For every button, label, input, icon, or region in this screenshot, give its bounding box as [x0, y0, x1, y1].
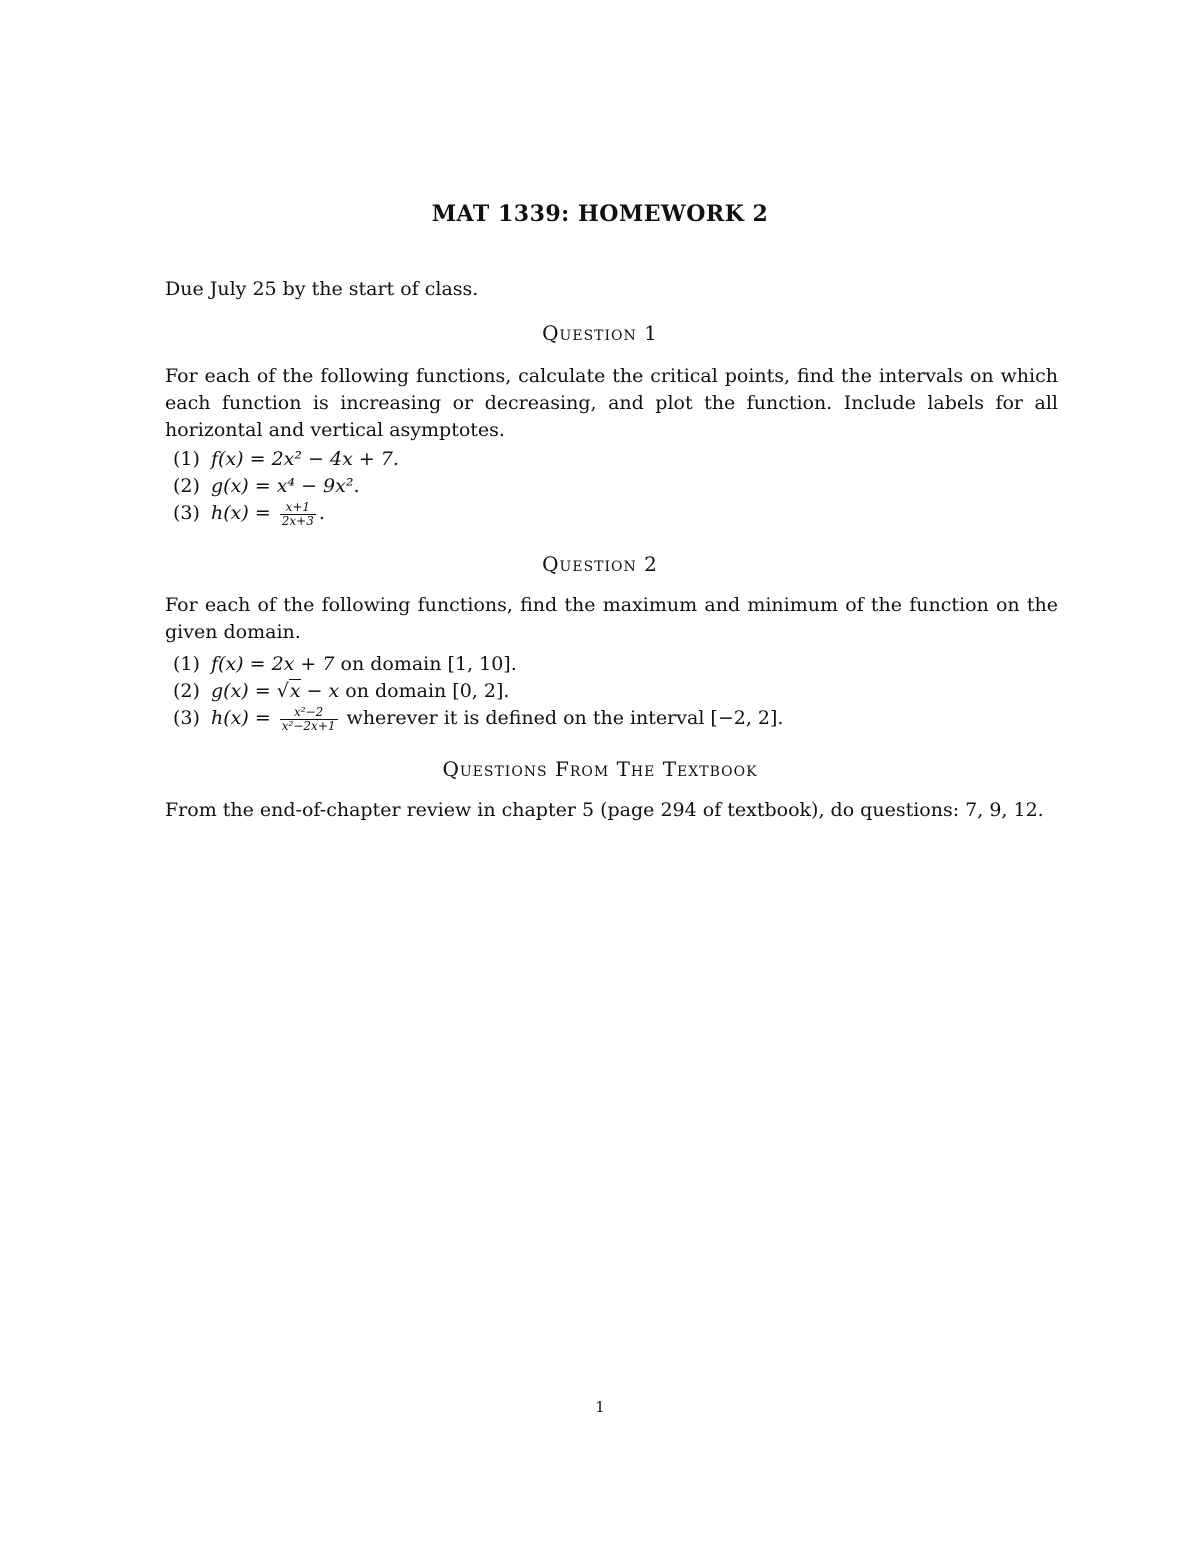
question-1-item-3 — [173, 500, 399, 527]
question-1-item-2 — [173, 473, 399, 500]
radicand: x — [289, 680, 301, 702]
question-2-prompt: For each of the following functions, find the maximum and minimum of the function on the given domain. — [165, 594, 1058, 643]
question-2-list — [173, 651, 783, 732]
function-name: f(x) = — [211, 653, 272, 675]
item-tail: on domain [0, 2]. — [339, 680, 510, 702]
function-expression: x⁴ − 9x². — [276, 475, 360, 497]
fraction-numerator: x+1 — [280, 501, 316, 515]
due-date-note: Due July 25 by the start of class. — [165, 278, 479, 300]
textbook-heading: Questions From The Textbook — [442, 757, 758, 781]
question-2-item-2 — [173, 678, 783, 705]
item-number: (1) — [173, 653, 200, 675]
function-expression: 2x² − 4x + 7. — [271, 448, 399, 470]
fraction-numerator: x²−2 — [280, 706, 338, 720]
question-2-item-3 — [173, 705, 783, 732]
document-title: MAT 1339: HOMEWORK 2 — [431, 201, 769, 227]
item-number: (2) — [173, 475, 200, 497]
question-1-item-1 — [173, 446, 399, 473]
fraction — [280, 501, 316, 528]
item-tail: on domain [1, 10]. — [334, 653, 517, 675]
fraction — [280, 706, 338, 733]
item-tail: wherever it is defined on the interval [−2, 2]. — [340, 707, 784, 729]
function-name: h(x) = — [211, 502, 277, 524]
question-1-heading: Question 1 — [542, 321, 658, 345]
textbook-prompt: From the end-of-chapter review in chapter 5 (page 294 of textbook), do questions: 7, 9, 12. — [165, 799, 1044, 821]
item-number: (2) — [173, 680, 200, 702]
function-name: h(x) = — [211, 707, 277, 729]
question-1-prompt: For each of the following functions, calculate the critical points, find the intervals on which each function is increasing or decreasing, and plot the function. Include labels for all horizontal and vertical asymptotes. — [165, 365, 1058, 441]
radical-sign: √ — [276, 680, 289, 702]
item-number: (3) — [173, 707, 200, 729]
question-2-item-1 — [173, 651, 783, 678]
function-name: f(x) = — [211, 448, 272, 470]
document-page — [165, 0, 1060, 1553]
item-number: (1) — [173, 448, 200, 470]
function-name: g(x) = — [211, 475, 277, 497]
function-expression: 2x + 7 — [271, 653, 335, 675]
page-number: 1 — [595, 1398, 605, 1416]
item-number: (3) — [173, 502, 200, 524]
fraction-denominator: x²−2x+1 — [281, 718, 336, 733]
function-expression: − x — [300, 680, 340, 702]
item-tail: . — [318, 502, 325, 524]
fraction-denominator: 2x+3 — [281, 513, 314, 528]
function-name: g(x) = — [211, 680, 277, 702]
question-1-list — [173, 446, 399, 527]
question-2-heading: Question 2 — [542, 552, 658, 576]
